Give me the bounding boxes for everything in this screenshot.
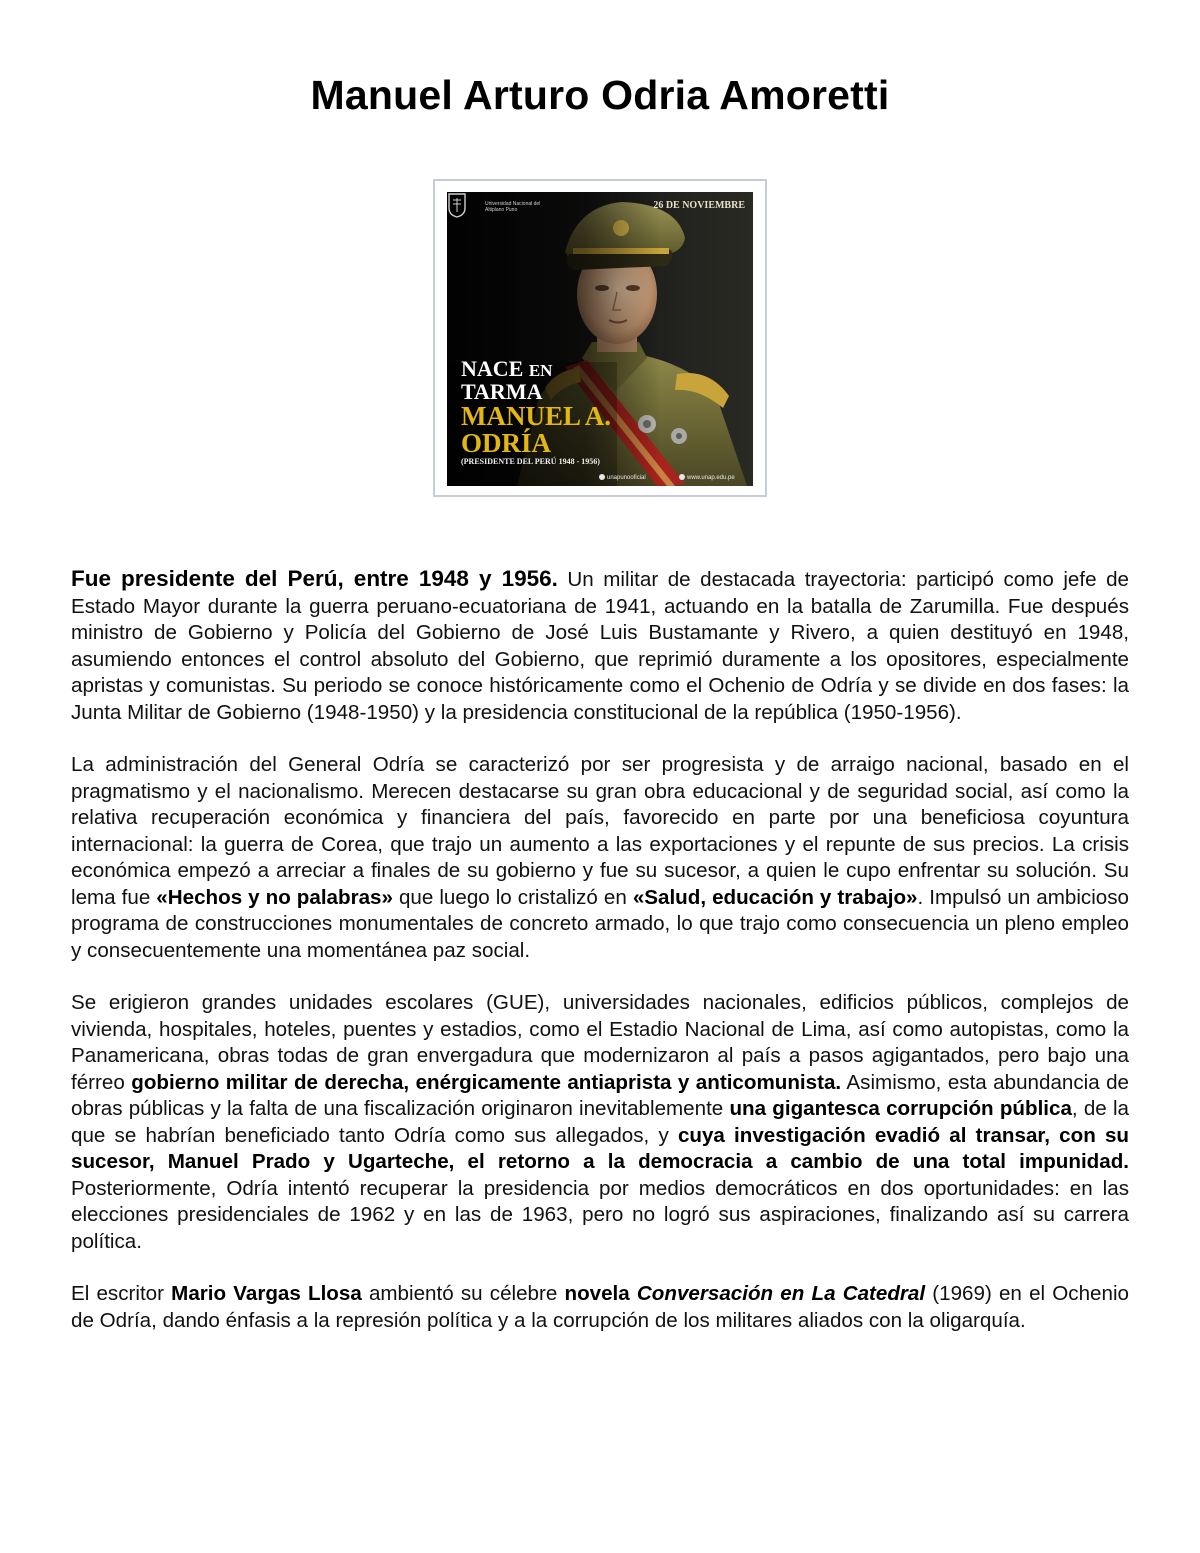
- motto-1: «Hechos y no palabras»: [156, 885, 393, 909]
- portrait-poster: [447, 192, 753, 486]
- paragraph-2-text-3: . Impulsó un ambicioso programa de construcciones monumentales de concreto armado, lo que trajo como consecuencia un pleno empleo y consecuentemente una momentánea paz social.: [71, 885, 1129, 962]
- document-body: [71, 566, 1129, 1360]
- poster-web-url: www.unap.edu.pe: [687, 475, 735, 481]
- paragraph-3-text-4: Posteriormente, Odría intentó recuperar la presidencia por medios democráticos en dos oportunidades: en las elecciones presidenciales de 1962 y en las de 1963, pero no logró sus aspiraciones, finalizando así su carrera política.: [71, 1176, 1129, 1253]
- paragraph-3: [71, 990, 1129, 1255]
- poster-line-5: (PRESIDENTE DEL PERÚ 1948 - 1956): [461, 457, 600, 466]
- paragraph-2: [71, 752, 1129, 964]
- poster-date: 26 DE NOVIEMBRE: [653, 200, 745, 211]
- paragraph-3-text-3: , de la que se habrían beneficiado tanto Odría como sus allegados, y: [71, 1097, 1129, 1147]
- paragraph-1-lead: Fue presidente del Perú, entre 1948 y 1956.: [71, 566, 558, 591]
- novel-title: Conversación en La Catedral: [636, 1282, 926, 1305]
- author-name: Mario Vargas Llosa: [171, 1282, 362, 1305]
- paragraph-1: [71, 566, 1129, 726]
- poster-social-handle: unapunooficial: [607, 475, 646, 481]
- motto-2: «Salud, educación y trabajo»: [632, 885, 918, 909]
- paragraph-4-text-1: El escritor: [71, 1282, 172, 1305]
- paragraph-4: [71, 1281, 1129, 1334]
- university-seal-icon: [447, 192, 467, 218]
- poster-social: [599, 474, 646, 482]
- poster-line-2: TARMA: [461, 379, 543, 404]
- paragraph-4-text-4: (1969) en el Ochenio de Odría, dando énfasis a la represión política y a la corrupción de los militares aliados con la oligarquía.: [71, 1282, 1129, 1332]
- portrait-image-frame: [433, 179, 767, 497]
- paragraph-3-text-2: Asimismo, esta abundancia de obras públicas y la falta de una fiscalización originaron inevitablemente: [71, 1070, 1130, 1120]
- facebook-icon: [599, 474, 605, 480]
- poster-web: [679, 474, 735, 482]
- page-title: Manuel Arturo Odria Amoretti: [310, 72, 890, 118]
- paragraph-3-bold-3: cuya investigación evadió al transar, con su sucesor, Manuel Prado y Ugarteche, el retorno a la democracia a cambio de una total impunidad.: [71, 1123, 1129, 1173]
- paragraph-2-text-1: La administración del General Odría se caracterizó por ser progresista y de arraigo nacional, basado en el pragmatismo y el nacionalismo. Merecen destacarse su gran obra educacional y de seguridad social, así como la relativa recuperación económica y financiera del país, favorecido en parte por una beneficiosa coyuntura internacional: la guerra de Corea, que trajo un aumento a las exportaciones y el repunte de sus precios. La crisis económica empezó a arreciar a finales de su gobierno y fue su sucesor, a quien le cupo enfrentar su solución. Su lema fue: [71, 753, 1129, 909]
- paragraph-3-text-1: Se erigieron grandes unidades escolares (GUE), universidades nacionales, edificios públicos, complejos de vivienda, hospitales, hoteles, puentes y estadios, como el Estadio Nacional de Lima, así como autopistas, como la Panamericana, obras todas de gran envergadura que modernizaron al país a pasos agigantados, pero bajo una férreo: [71, 991, 1129, 1094]
- paragraph-1-text: Un militar de destacada trayectoria: participó como jefe de Estado Mayor durante la guerra peruano-ecuatoriana de 1941, actuando en la batalla de Zarumilla. Fue después ministro de Gobierno y Policía del Gobierno de José Luis Bustamante y Rivero, a quien destituyó en 1948, asumiendo entonces el control absoluto del Gobierno, que reprimió duramente a los opositores, especialmente apristas y comunistas. Su periodo se conoce históricamente como el Ochenio de Odría y se divide en dos fases: la Junta Militar de Gobierno (1948-1950) y la presidencia constitucional de la república (1950-1956).: [71, 568, 1129, 724]
- poster-line-4: ODRÍA: [461, 428, 552, 458]
- globe-icon: [679, 474, 685, 480]
- poster-en: EN: [528, 361, 553, 380]
- paragraph-3-bold-2: una gigantesca corrupción pública: [729, 1097, 1072, 1120]
- paragraph-2-text-2: que luego lo cristalizó en: [392, 885, 633, 909]
- poster-line-3: MANUEL A.: [461, 401, 612, 431]
- paragraph-4-text-3: [630, 1282, 637, 1305]
- university-name: Universidad Nacional del Altiplano Puno: [485, 201, 541, 213]
- paragraph-3-bold-1: gobierno militar de derecha, enérgicamente antiaprista y anticomunista.: [131, 1070, 842, 1094]
- poster-nace: NACE: [461, 356, 524, 381]
- novel-word: novela: [564, 1282, 630, 1305]
- paragraph-4-text-2: ambientó su célebre: [361, 1282, 565, 1305]
